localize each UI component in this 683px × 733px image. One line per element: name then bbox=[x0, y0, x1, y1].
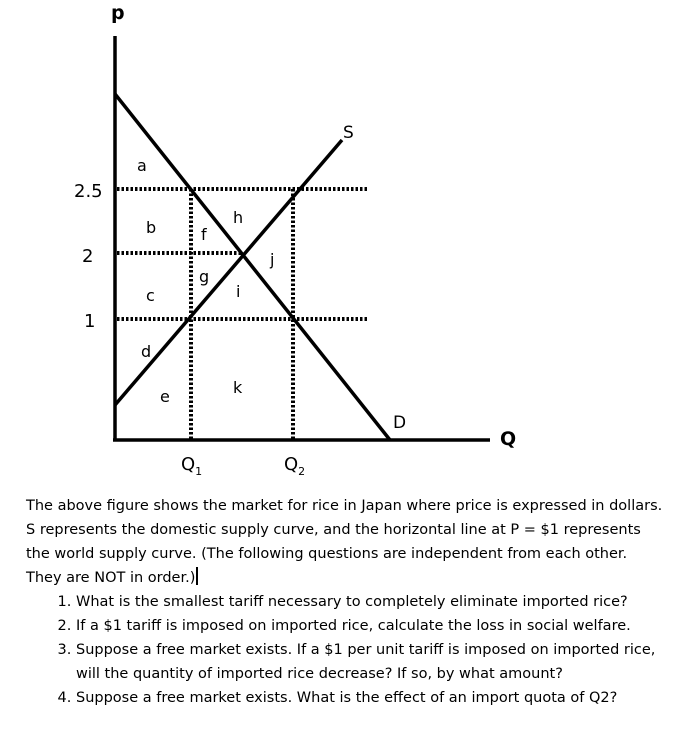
supply-curve bbox=[115, 140, 342, 405]
intro-text: The above figure shows the market for rice in Japan where price is expressed in dollars. S represents the domestic supply curve, and the horizontal line at P = $1 represents the world supply curve. (The following questions are independent from each other. They are NOT in order.) bbox=[26, 498, 663, 586]
demand-curve-label: D bbox=[393, 413, 407, 433]
question-block bbox=[26, 494, 666, 710]
region-label-k: k bbox=[233, 378, 243, 397]
question-item: 4. Suppose a free market exists. What is the effect of an import quota of Q2? bbox=[76, 686, 666, 710]
region-label-d: d bbox=[141, 342, 152, 361]
region-label-g: g bbox=[199, 267, 210, 286]
region-label-h: h bbox=[233, 208, 244, 227]
region-label-e: e bbox=[160, 387, 170, 406]
supply-curve-label: S bbox=[343, 123, 354, 143]
demand-curve bbox=[115, 94, 390, 440]
question-item: 1. What is the smallest tariff necessary to completely eliminate imported rice? bbox=[76, 590, 666, 614]
intro-paragraph bbox=[26, 494, 666, 590]
price-axis-label: p bbox=[111, 2, 125, 24]
region-label-f: f bbox=[201, 225, 207, 244]
quantity-tick-q1: $Q_1$ bbox=[181, 454, 203, 478]
quantity-axis-label: Q bbox=[500, 428, 517, 450]
price-tick-2: 2 bbox=[82, 246, 94, 267]
price-tick-1: 1 bbox=[84, 311, 96, 332]
region-label-j: j bbox=[270, 250, 275, 269]
price-tick-2.5: 2.5 bbox=[74, 181, 103, 202]
question-item: 3. Suppose a free market exists. If a $1 per unit tariff is imposed on imported rice, will the quantity of imported rice decrease? If so, by what amount? bbox=[76, 638, 666, 686]
question-item: 2. If a $1 tariff is imposed on imported rice, calculate the loss in social welfare. bbox=[76, 614, 666, 638]
region-label-a: a bbox=[137, 156, 147, 175]
region-label-b: b bbox=[146, 218, 157, 237]
question-list bbox=[26, 590, 666, 710]
region-label-i: i bbox=[236, 282, 241, 301]
text-cursor bbox=[196, 567, 198, 585]
quantity-tick-q2: $Q_2$ bbox=[284, 454, 306, 478]
region-label-c: c bbox=[146, 286, 155, 305]
